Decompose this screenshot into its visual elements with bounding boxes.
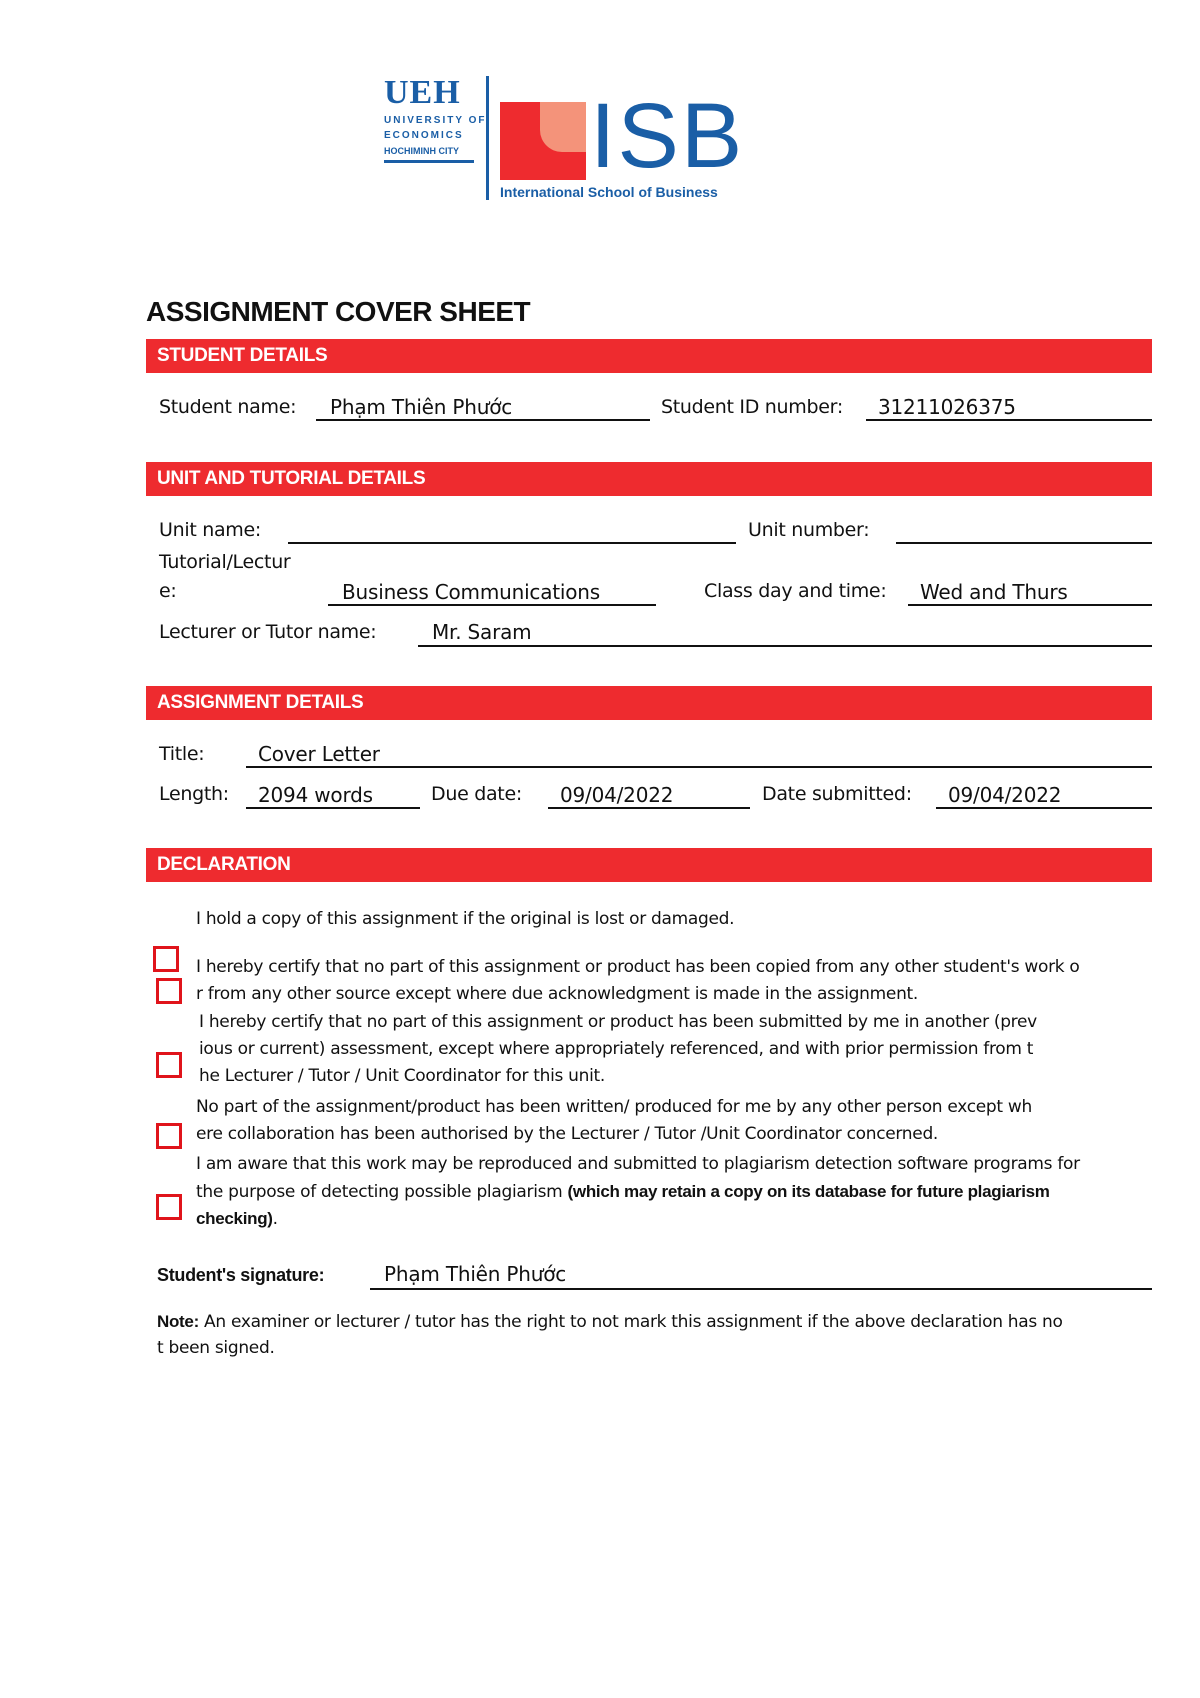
note-line-2: t been signed. — [157, 1338, 275, 1358]
length-value: 2094 words — [258, 783, 373, 807]
unit-name-field[interactable] — [288, 516, 736, 544]
isb-logo-text: ISB — [590, 85, 745, 187]
declaration-item-4-line-3 — [196, 1205, 278, 1233]
assignment-title-label: Title: — [159, 743, 205, 765]
declaration-copy-line: I hold a copy of this assignment if the original is lost or damaged. — [196, 909, 735, 929]
signature-label: Student's signature: — [157, 1265, 325, 1285]
lecturer-label: Lecturer or Tutor name: — [159, 621, 377, 643]
tutorial-label-line-2: e: — [159, 580, 177, 602]
student-name-label: Student name: — [159, 396, 297, 418]
declaration-item-3-line-2: ere collaboration has been authorised by the Lecturer / Tutor /Unit Coordinator concerned. — [196, 1124, 939, 1144]
date-submitted-label: Date submitted: — [762, 783, 912, 805]
unit-name-label: Unit name: — [159, 519, 262, 541]
declaration-item-1-line-1: I hereby certify that no part of this assignment or product has been copied from any other student's work o — [196, 957, 1080, 977]
student-details-heading: STUDENT DETAILS — [146, 339, 1152, 373]
unit-details-heading: UNIT AND TUTORIAL DETAILS — [146, 462, 1152, 496]
ueh-logo-line-3: HOCHIMINH CITY — [384, 146, 459, 156]
declaration-checkbox-4[interactable] — [156, 1123, 182, 1149]
declaration-item-4-emphasis-end: checking) — [196, 1209, 273, 1228]
declaration-item-4-text: the purpose of detecting possible plagiarism — [196, 1182, 568, 1202]
note-text: An examiner or lecturer / tutor has the right to not mark this assignment if the above declaration has no — [198, 1312, 1063, 1332]
logo-separator — [486, 76, 489, 200]
note-line-1 — [157, 1308, 1063, 1336]
ueh-logo-title: UEH — [384, 74, 461, 111]
lecturer-value: Mr. Saram — [432, 620, 532, 644]
unit-number-label: Unit number: — [748, 519, 870, 541]
ueh-logo-line-1: UNIVERSITY OF — [384, 115, 487, 126]
declaration-checkbox-3[interactable] — [156, 1052, 182, 1078]
declaration-item-4-line-2 — [196, 1178, 1050, 1206]
isb-logo-subtitle: International School of Business — [500, 184, 718, 200]
due-date-value: 09/04/2022 — [560, 783, 674, 807]
ueh-logo-rule — [384, 160, 474, 163]
declaration-item-2-line-1: I hereby certify that no part of this assignment or product has been submitted by me in another (prev — [199, 1012, 1037, 1032]
class-day-value: Wed and Thurs — [920, 580, 1068, 604]
declaration-item-4-line-1: I am aware that this work may be reproduced and submitted to plagiarism detection software programs for — [196, 1154, 1080, 1174]
declaration-item-2-line-2: ious or current) assessment, except where appropriately referenced, and with prior permission from t — [199, 1039, 1034, 1059]
length-label: Length: — [159, 783, 229, 805]
declaration-item-1-line-2: r from any other source except where due acknowledgment is made in the assignment. — [196, 984, 919, 1004]
class-day-label: Class day and time: — [704, 580, 887, 602]
institution-logo — [384, 76, 744, 202]
declaration-heading: DECLARATION — [146, 848, 1152, 882]
note-label: Note: — [157, 1312, 199, 1331]
tutorial-label-line-1: Tutorial/Lectur — [159, 551, 291, 573]
ueh-logo-line-2: ECONOMICS — [384, 130, 464, 141]
signature-value: Phạm Thiên Phước — [384, 1262, 567, 1286]
student-name-value: Phạm Thiên Phước — [330, 395, 513, 419]
student-id-label: Student ID number: — [661, 396, 843, 418]
assignment-title-value: Cover Letter — [258, 742, 380, 766]
isb-mark-icon — [500, 102, 586, 180]
declaration-checkbox-5[interactable] — [156, 1194, 182, 1220]
document-title: ASSIGNMENT COVER SHEET — [146, 296, 531, 327]
declaration-item-2-line-3: he Lecturer / Tutor / Unit Coordinator for this unit. — [199, 1066, 606, 1086]
declaration-item-4-period: . — [272, 1209, 278, 1229]
declaration-item-3-line-1: No part of the assignment/product has been written/ produced for me by any other person except wh — [196, 1097, 1032, 1117]
declaration-checkbox-1[interactable] — [153, 946, 179, 972]
due-date-label: Due date: — [431, 783, 522, 805]
student-id-value: 31211026375 — [878, 395, 1016, 419]
assignment-details-heading: ASSIGNMENT DETAILS — [146, 686, 1152, 720]
assignment-title-field[interactable] — [246, 740, 1152, 768]
tutorial-value: Business Communications — [342, 580, 601, 604]
date-submitted-value: 09/04/2022 — [948, 783, 1062, 807]
declaration-item-4-emphasis: (which may retain a copy on its database for future plagiarism — [567, 1182, 1050, 1201]
declaration-checkbox-2[interactable] — [156, 978, 182, 1004]
unit-number-field[interactable] — [896, 516, 1152, 544]
